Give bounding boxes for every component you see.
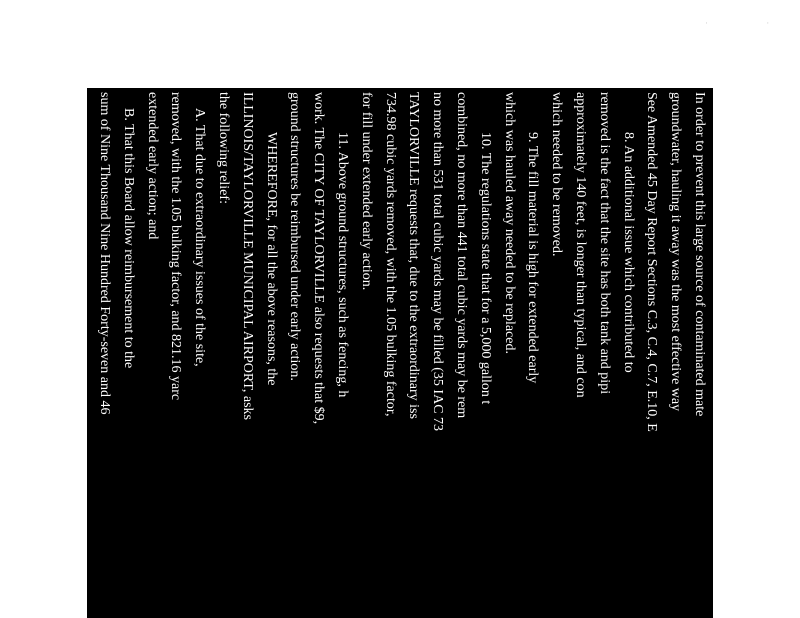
text-line: approximately 140 feet, is longer than typical, and con [573,92,589,398]
paragraph-11-start: 11. Above ground structures, such as fencing, h [335,132,351,398]
text-line: TAYLORVILLE requests that, due to the extraordinary iss [406,92,422,419]
rotated-text-block [1,88,713,618]
paragraph-10-start: 10. The regulations state that for a 5,000 gallon t [477,132,493,405]
text-line: work. The CITY OF TAYLORVILLE also requests that $9, [311,92,327,425]
text-line: removed, with the 1.05 bulking factor, and 821.16 yarc [168,92,184,401]
relief-item-a: A. That due to extraordinary issues of the site, [192,108,208,367]
text-line: 734.98 cubic yards removed, with the 1.05 bulking factor, [382,92,398,417]
text-line: the following relief: [216,92,232,204]
wherefore-clause-start: WHEREFORE, for all the above reasons, the [263,132,279,386]
text-line: relief as it deems equitable and just. [1,92,17,293]
text-line: combined, no more than 441 total cubic yards may be rem [454,92,470,419]
text-line: sum of Nine Thousand Nine Hundred Forty-seven and 46 [97,92,113,415]
text-line: extended early action; and [144,92,160,240]
relief-item-c: C. That this Board award the CITY OF TAYLOR [25,108,41,385]
text-line: limited to, fencing; and [49,92,65,223]
text-line: which needed to be removed. [549,92,565,257]
text-line: removed is the fact that the site has both tank and pipi [596,92,612,395]
text-line: no more than 531 total cubic yards may be filled (35 IAC 73 [430,92,446,432]
text-line: reimbursement of above ground structures that had to be c [73,92,89,419]
text-line: In order to prevent this large source of contaminated mate [692,92,707,417]
paragraph-8-start: 8. An additional issue which contributed to [620,132,636,373]
text-line: See Amended 45 Day Report Sections C.3, C.4, C.7, E.10, E [644,92,660,432]
text-line: which was hauled away needed to be replaced. [501,92,517,354]
text-line: for fill under extended early action. [358,92,374,291]
relief-item-b: B. That this Board allow reimbursement to the [120,108,136,369]
text-line: ILLINOIS/TAYLORVILLE MUNICIPAL AIRPORT, asks [239,92,255,420]
paragraph-9-start: 9. The fill material is high for extended early [525,132,541,384]
text-line: ground structures be reimbursed under early action. [287,92,303,381]
scanned-page [1,88,713,618]
text-line: groundwater, hauling it away was the most effective way [668,92,684,412]
scan-specks: · · [705,18,798,28]
